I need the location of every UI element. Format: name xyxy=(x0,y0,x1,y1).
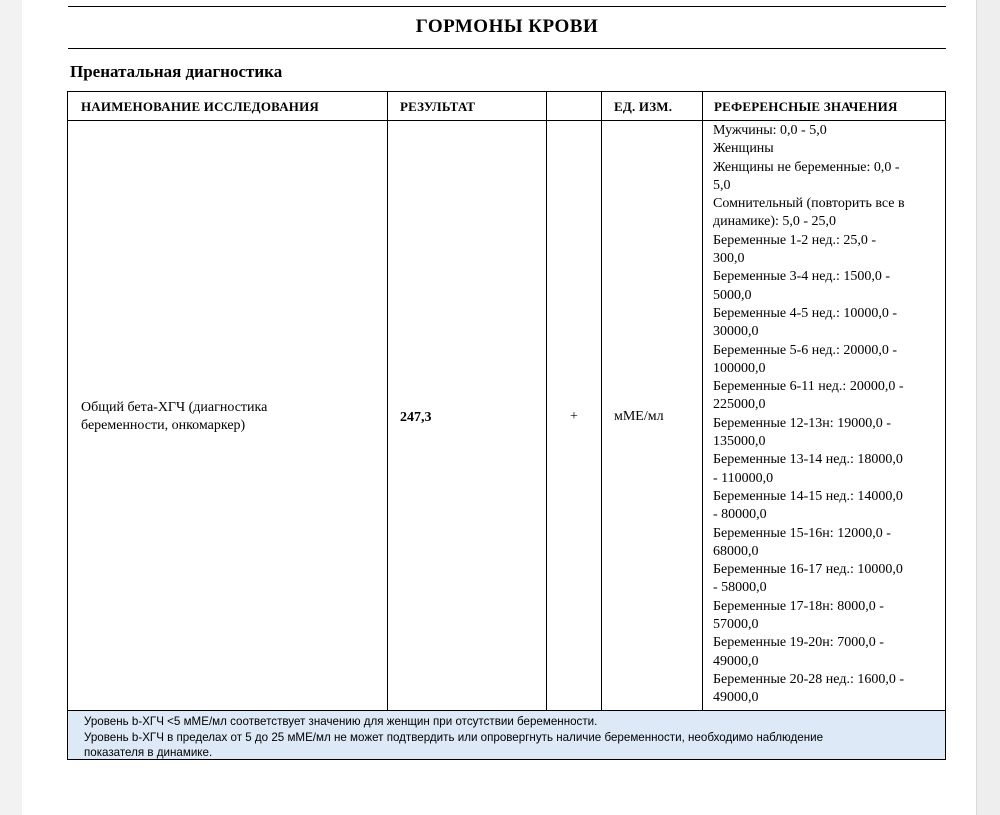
note-line: Уровень b-ХГЧ <5 мМЕ/мл соответствует значению для женщин при отсутствии беременности. xyxy=(84,715,598,728)
column-divider xyxy=(387,92,388,710)
note-box xyxy=(68,711,945,759)
reference-line: Беременные 19-20н: 7000,0 - xyxy=(713,635,884,651)
reference-line: Беременные 17-18н: 8000,0 - xyxy=(713,598,884,614)
reference-line: Беременные 14-15 нед.: 14000,0 xyxy=(713,488,903,504)
reference-line: - 110000,0 xyxy=(713,470,774,486)
result-flag: + xyxy=(570,409,578,424)
column-divider xyxy=(601,92,602,710)
column-divider xyxy=(546,92,547,710)
title-rule xyxy=(68,48,946,49)
reference-line: 57000,0 xyxy=(713,617,759,633)
reference-line: динамике): 5,0 - 25,0 xyxy=(713,214,837,230)
reference-line: Беременные 12-13н: 19000,0 - xyxy=(713,415,891,431)
reference-line: - 58000,0 xyxy=(713,580,767,596)
header-reference: РЕФЕРЕНСНЫЕ ЗНАЧЕНИЯ xyxy=(714,99,898,114)
reference-line: Беременные 1-2 нед.: 25,0 - xyxy=(713,232,877,248)
unit-value: мМЕ/мл xyxy=(614,409,664,424)
reference-line: 100000,0 xyxy=(713,360,766,376)
reference-line: Сомнительный (повторить все в xyxy=(713,196,905,212)
reference-line: 135000,0 xyxy=(713,434,766,450)
section-title: Пренатальная диагностика xyxy=(70,62,283,81)
reference-line: Женщины не беременные: 0,0 - xyxy=(713,159,900,175)
header-unit: ЕД. ИЗМ. xyxy=(614,99,673,114)
reference-line: 68000,0 xyxy=(713,543,759,559)
reference-line: Беременные 3-4 нед.: 1500,0 - xyxy=(713,269,891,285)
note-line: показателя в динамике. xyxy=(84,746,213,759)
reference-values xyxy=(713,122,943,708)
reference-line: Беременные 13-14 нед.: 18000,0 xyxy=(713,452,903,468)
reference-line: Мужчины: 0,0 - 5,0 xyxy=(713,123,827,138)
test-name xyxy=(81,399,381,435)
reference-line: 5000,0 xyxy=(713,287,752,303)
reference-line: 300,0 xyxy=(713,251,745,267)
test-name-line: Общий бета-ХГЧ (диагностика xyxy=(81,400,268,415)
reference-line: Беременные 16-17 нед.: 10000,0 xyxy=(713,562,903,578)
page-edge xyxy=(976,0,1000,815)
reference-line: 225000,0 xyxy=(713,397,766,413)
document-title: ГОРМОНЫ КРОВИ xyxy=(415,16,599,37)
column-divider xyxy=(702,92,703,710)
test-name-line: беременности, онкомаркер) xyxy=(81,418,246,433)
reference-line: Беременные 4-5 нед.: 10000,0 - xyxy=(713,305,898,321)
reference-line: 49000,0 xyxy=(713,690,759,706)
results-table xyxy=(67,91,946,760)
reference-line: 49000,0 xyxy=(713,653,759,669)
reference-line: Беременные 6-11 нед.: 20000,0 - xyxy=(713,379,904,395)
note-line: Уровень b-ХГЧ в пределах от 5 до 25 мМЕ/мл не может подтвердить или опровергнуть наличие беременности, необходимо наблюдение xyxy=(84,730,824,744)
reference-line: 5,0 xyxy=(713,177,731,193)
reference-line: - 80000,0 xyxy=(713,507,767,523)
reference-line: Беременные 15-16н: 12000,0 - xyxy=(713,525,891,541)
header-divider xyxy=(68,120,945,121)
reference-line: Беременные 20-28 нед.: 1600,0 - xyxy=(713,671,905,687)
reference-line: Беременные 5-6 нед.: 20000,0 - xyxy=(713,342,898,358)
top-rule xyxy=(68,6,946,7)
header-name: НАИМЕНОВАНИЕ ИССЛЕДОВАНИЯ xyxy=(81,99,319,114)
reference-line: 30000,0 xyxy=(713,324,759,340)
result-value: 247,3 xyxy=(400,410,432,425)
reference-line: Женщины xyxy=(713,141,774,157)
header-result: РЕЗУЛЬТАТ xyxy=(400,99,476,114)
